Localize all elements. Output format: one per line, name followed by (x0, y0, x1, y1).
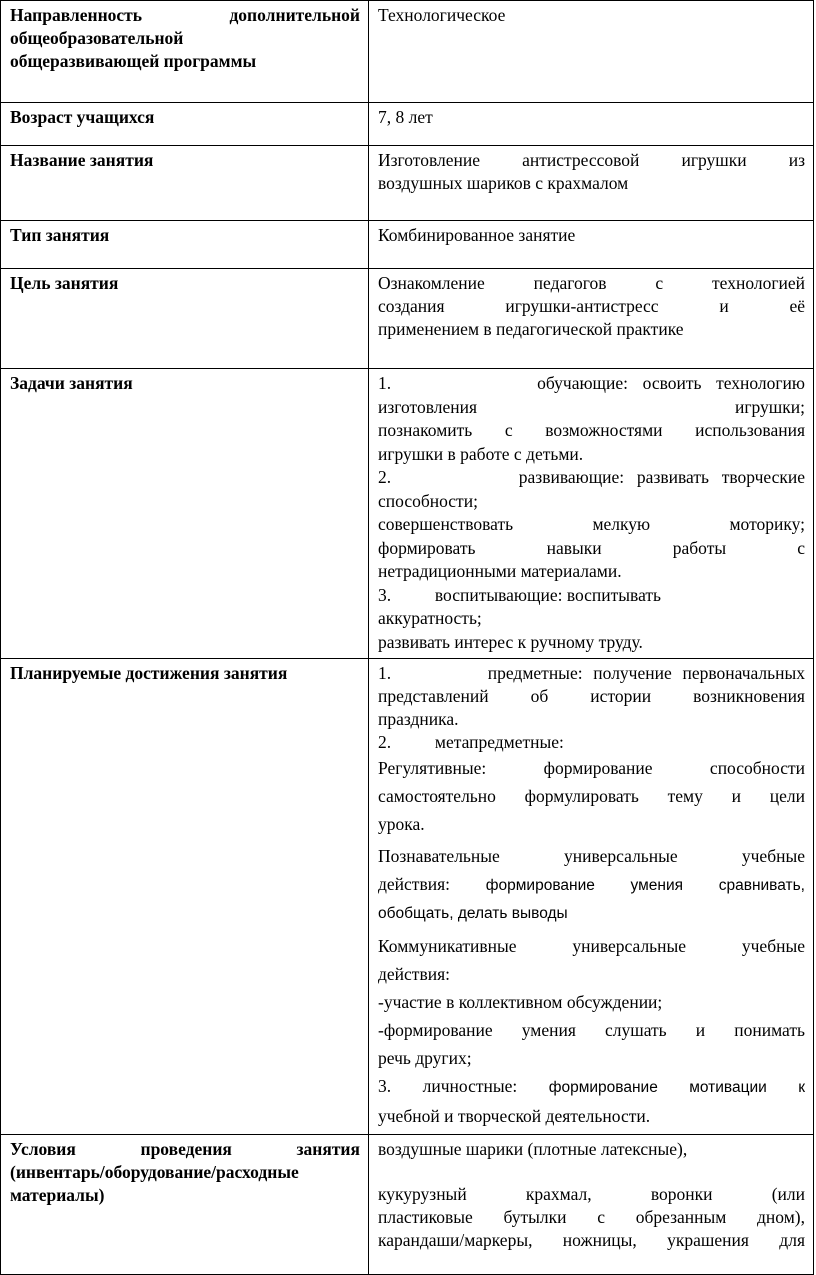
label-line: (инвентарь/оборудование/расходные (10, 1162, 299, 1182)
label-title: Название занятия (1, 146, 369, 221)
outcome-text: действия: (378, 874, 450, 894)
task-line: развивать интерес к ручному труду. (378, 631, 643, 652)
outcome-line: -формирование умения слушать и понимать (378, 1020, 805, 1040)
label-type: Тип занятия (1, 221, 369, 269)
condition-line: воздушные шарики (плотные латексные), (378, 1139, 688, 1159)
table-row (1, 103, 814, 146)
label-tasks: Задачи занятия (1, 369, 369, 659)
value-line: Технологическое (378, 5, 506, 25)
outcome-line: Коммуникативные универсальные учебные (378, 936, 805, 956)
value-line: создания игрушки-антистресс и её (378, 296, 805, 316)
value-tasks (369, 369, 814, 659)
task-line: игрушки в работе с детьми. (378, 443, 584, 464)
outcome-line: праздника. (378, 709, 459, 729)
outcome-line (378, 1072, 805, 1102)
label-goal: Цель занятия (1, 269, 369, 369)
outcome-line: 1. предметные: получение первоначальных (378, 663, 805, 683)
value-age: 7, 8 лет (369, 103, 814, 146)
label-direction (1, 1, 369, 103)
label-line: материалы) (10, 1185, 105, 1205)
task-line: познакомить с возможностями использования (378, 420, 805, 440)
table-row (1, 1, 814, 103)
task-line: способности; (378, 490, 478, 511)
table-row (1, 269, 814, 369)
condition-line: кукурузный крахмал, воронки (или (378, 1184, 805, 1204)
task-line: изготовления игрушки; (378, 396, 805, 417)
value-direction (369, 1, 814, 103)
task-line: совершенствовать мелкую моторику; (378, 514, 805, 534)
table-row (1, 1135, 814, 1275)
outcome-text: формирование умения сравнивать, (485, 877, 805, 894)
outcome-line: действия: (378, 964, 450, 984)
table-row (1, 146, 814, 221)
value-goal (369, 269, 814, 369)
value-conditions (369, 1135, 814, 1275)
task-line: 1. обучающие: освоить технологию (378, 373, 805, 393)
task-line: 3. воспитывающие: воспитывать (378, 584, 662, 605)
outcome-line: Регулятивные: формирование способности (378, 758, 805, 778)
outcome-line: речь других; (378, 1048, 472, 1068)
outcome-line: обобщать, делать выводы (378, 905, 568, 922)
label-line: общеразвивающей программы (10, 51, 257, 71)
task-line: формировать навыки работы с (378, 537, 805, 558)
label-line: Направленность дополнительной (10, 5, 360, 25)
condition-line: пластиковые бутылки с обрезанным дном), (378, 1207, 805, 1227)
label-conditions (1, 1135, 369, 1275)
outcome-text: 3. личностные: (378, 1076, 518, 1096)
value-title (369, 146, 814, 221)
value-outcomes (369, 659, 814, 1135)
value-line: Изготовление антистрессовой игрушки из (378, 150, 805, 170)
outcome-line: учебной и творческой деятельности. (378, 1106, 651, 1126)
outcome-line: Познавательные универсальные учебные (378, 846, 805, 866)
label-line: общеобразовательной (10, 28, 184, 48)
value-type: Комбинированное занятие (369, 221, 814, 269)
task-line: нетрадиционными материалами. (378, 561, 622, 581)
outcome-line: представлений об истории возникновения (378, 686, 805, 706)
value-line: Ознакомление педагогов с технологией (378, 273, 805, 293)
table-row (1, 369, 814, 659)
value-line: применением в педагогической практике (378, 319, 684, 339)
value-line: воздушных шариков с крахмалом (378, 173, 629, 193)
outcome-line: урока. (378, 814, 425, 834)
outcome-line: 2. метапредметные: (378, 732, 564, 752)
label-line: Условия проведения занятия (10, 1139, 360, 1159)
task-line: 2. развивающие: развивать творческие (378, 467, 805, 487)
outcome-text: формирование мотивации к (548, 1079, 806, 1096)
task-line: аккуратность; (378, 608, 482, 628)
label-age: Возраст учащихся (1, 103, 369, 146)
table-row (1, 221, 814, 269)
label-outcomes: Планируемые достижения занятия (1, 659, 369, 1135)
table-row (1, 659, 814, 1135)
condition-line: карандаши/маркеры, ножницы, украшения для (378, 1230, 805, 1250)
outcome-line: -участие в коллективном обсуждении; (378, 992, 663, 1012)
outcome-line (378, 870, 805, 900)
outcome-line: самостоятельно формулировать тему и цели (378, 786, 805, 806)
